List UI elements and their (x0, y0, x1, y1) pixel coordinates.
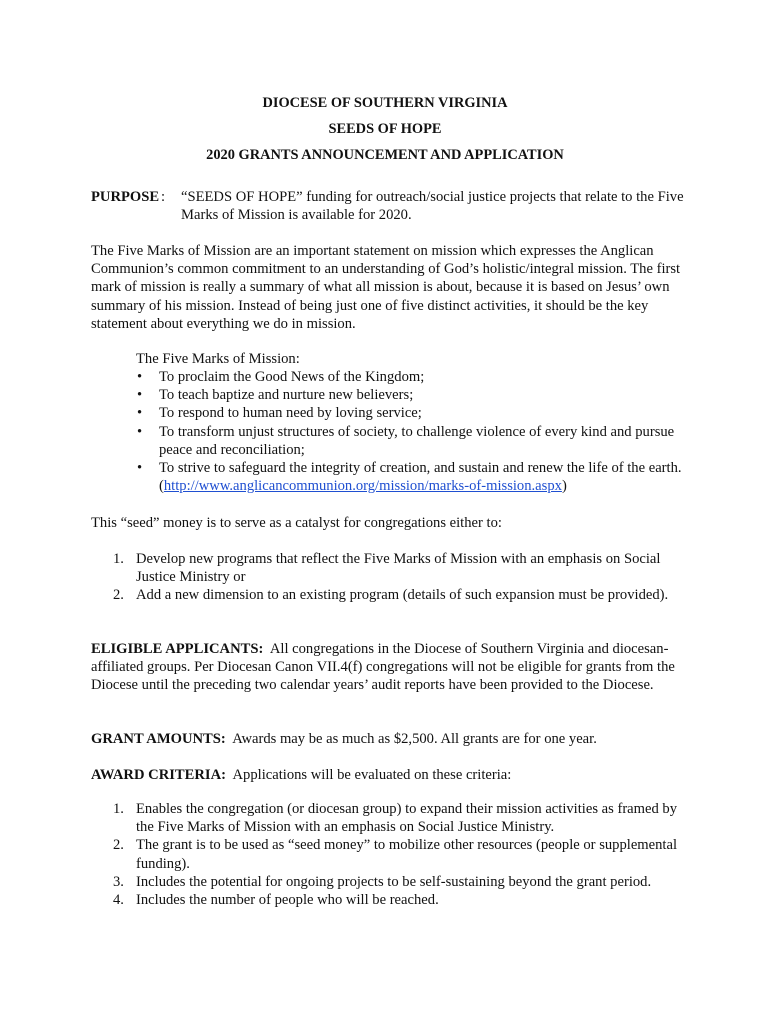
list-item: 3. Includes the potential for ongoing projects to be self-sustaining beyond the grant period. (113, 873, 652, 890)
bullet-icon: • (137, 423, 143, 440)
bullet-icon: • (137, 369, 143, 385)
purpose-text: “SEEDS OF HOPE” funding for outreach/social justice projects that relate to the Five Marks of Mission is available for 2020. (181, 189, 684, 224)
list-item: 1. Enables the congregation (or diocesan group) to expand their mission activities as framed by the Five Marks of Mission with an emphasis on Social Justice Ministry. (113, 801, 678, 836)
seed-intro: This “seed” money is to serve as a catalyst for congregations either to: (91, 515, 502, 531)
seed-list (113, 550, 693, 605)
list-item: • To respond to human need by loving service; (137, 405, 422, 422)
five-marks-heading: The Five Marks of Mission: (136, 351, 300, 367)
title-seeds-of-hope: SEEDS OF HOPE (328, 121, 442, 137)
list-item: 4. Includes the number of people who will be reached. (113, 892, 439, 909)
title-diocese: DIOCESE OF SOUTHERN VIRGINIA (262, 95, 508, 111)
list-item: 1. Develop new programs that reflect the Five Marks of Mission with an emphasis on Social Justice Ministry or (113, 551, 661, 586)
list-item: • To transform unjust structures of society, to challenge violence of every kind and pursue peace and reconciliation; (137, 423, 675, 458)
criteria-list (113, 800, 693, 909)
bullet-icon: • (137, 387, 143, 404)
grant-amounts-label: GRANT AMOUNTS: (91, 731, 226, 747)
award-criteria-label: AWARD CRITERIA: (91, 767, 227, 783)
list-item: 2. The grant is to be used as “seed money” to mobilize other resources (people or supplemental funding). (113, 837, 678, 872)
grant-amounts: GRANT AMOUNTS: Awards may be as much as $2,500. All grants are for one year. (91, 731, 597, 747)
list-item: • To proclaim the Good News of the Kingdom; (137, 369, 425, 385)
purpose-colon: : (161, 189, 166, 205)
list-item: • To strive to safeguard the integrity of creation, and sustain and renew the life of the earth. (http://www.anglicancommunion.org/mission/marks-of-mission.aspx) (137, 460, 682, 495)
list-item: 2. Add a new dimension to an existing program (details of such expansion must be provided). (113, 587, 669, 604)
intro-paragraph: The Five Marks of Mission are an important statement on mission which expresses the Anglican Communion’s common commitment to an understanding of God’s holistic/integral mission. The first mark of mission is really a summary of what all mission is about, because it is based on Jesus’ own summary of his mission. Instead of being just one of five distinct activities, it should be the key statement about everything we do in mission. (91, 243, 681, 332)
bullet-icon: • (137, 460, 143, 477)
award-criteria: AWARD CRITERIA: Applications will be evaluated on these criteria: (91, 767, 512, 783)
purpose-label: PURPOSE (91, 189, 160, 205)
marks-of-mission-link[interactable]: http://www.anglicancommunion.org/mission/marks-of-mission.aspx (163, 478, 562, 495)
list-item: • To teach baptize and nurture new believers; (137, 387, 414, 404)
title-announcement: 2020 GRANTS ANNOUNCEMENT AND APPLICATION (206, 147, 564, 163)
eligible-applicants: ELIGIBLE APPLICANTS: All congregations in the Diocese of Southern Virginia and diocesan-affiliated groups. Per Diocesan Canon VII.4(f) congregations will not be eligible for grants from the Diocese until the preceding two calendar years’ audit reports have been provided to the Diocese. (91, 641, 675, 694)
five-marks-list (136, 368, 696, 495)
bullet-icon: • (137, 405, 143, 422)
eligible-label: ELIGIBLE APPLICANTS: (91, 641, 264, 657)
